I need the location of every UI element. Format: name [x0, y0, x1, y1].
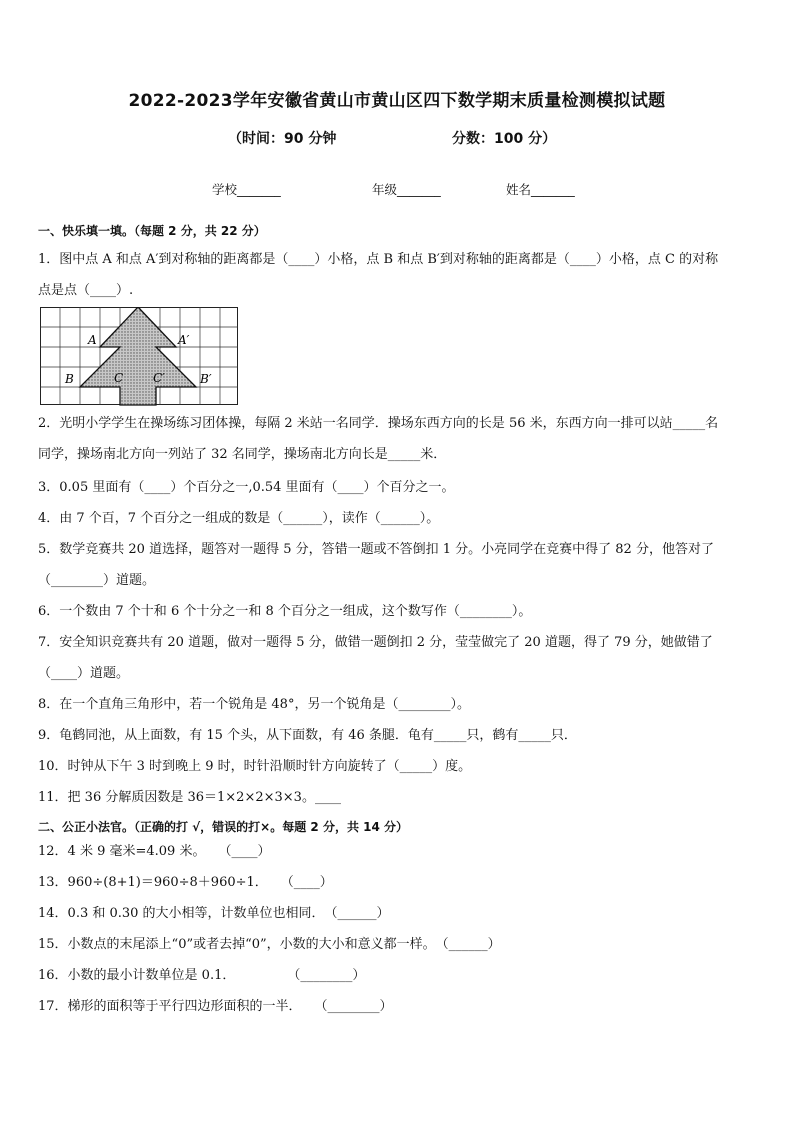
question-7-line-1: 7．安全知识竞赛共有 20 道题，做对一题得 5 分，做错一题倒扣 2 分，莹莹做完了 20 道题，得了 79 分，她做错了: [38, 635, 713, 650]
question-11: 11．把 36 分解质因数是 36＝1×2×2×3×3。____: [38, 790, 341, 805]
question-14: 14．0.3 和 0.30 的大小相等，计数单位也相同． （______）: [38, 906, 390, 921]
question-10: 10．时钟从下午 3 时到晚上 9 时，时针沿顺时针方向旋转了（_____）度。: [38, 759, 472, 774]
question-15: 15．小数点的末尾添上“0”或者去掉“0”，小数的大小和意义都一样。 （______）: [38, 937, 501, 952]
question-13: 13．960÷(8+1)＝960÷8＋960÷1． （____）: [38, 875, 333, 890]
question-8: 8．在一个直角三角形中，若一个锐角是 48°，另一个锐角是（________）。: [38, 697, 470, 712]
question-1-line-2: 点是点（____）.: [38, 283, 134, 298]
section-2-heading: 二、公正小法官。（正确的打 √，错误的打×。每题 2 分，共 14 分）: [38, 820, 408, 834]
question-6: 6．一个数由 7 个十和 6 个十分之一和 8 个百分之一组成，这个数写作（________）。: [38, 604, 532, 619]
label-A-prime: A′: [178, 333, 190, 347]
question-4: 4．由 7 个百，7 个百分之一组成的数是（______），读作（______）。: [38, 511, 440, 526]
question-2-line-1: 2．光明小学学生在操场练习团体操，每隔 2 米站一名同学．操场东西方向的长是 56 米，东西方向一排可以站_____名: [38, 416, 719, 431]
label-B: B: [65, 372, 74, 386]
tree-symmetry-diagram: [40, 307, 240, 407]
question-5-line-1: 5．数学竞赛共 20 道选择，题答对一题得 5 分，答错一题或不答倒扣 1 分。小亮同学在竞赛中得了 82 分，他答对了: [38, 542, 714, 557]
label-C: C: [114, 371, 124, 385]
question-17: 17．梯形的面积等于平行四边形面积的一半． （________）: [38, 999, 393, 1014]
question-9: 9．龟鹤同池，从上面数，有 15 个头，从下面数，有 46 条腿．龟有_____只，鹤有_____只．: [38, 728, 577, 743]
label-A: A: [88, 333, 97, 347]
name-field: 姓名_______: [506, 182, 575, 197]
question-12: 12．4 米 9 毫米=4.09 米。 （____）: [38, 844, 271, 859]
exam-time: （时间：90 分钟: [228, 131, 337, 147]
grade-field: 年级_______: [372, 182, 441, 197]
question-1-line-1: 1．图中点 A 和点 A′到对称轴的距离都是（____）小格，点 B 和点 B′到对称轴的距离都是（____）小格，点 C 的对称: [38, 252, 719, 267]
exam-score: 分数：100 分）: [452, 131, 557, 147]
page-title: 2022-2023学年安徽省黄山市黄山区四下数学期末质量检测模拟试题: [128, 91, 666, 111]
symmetry-grid-figure: [40, 307, 240, 411]
question-3: 3．0.05 里面有（____）个百分之一,0.54 里面有（____）个百分之一。: [38, 480, 455, 495]
section-1-heading: 一、快乐填一填。（每题 2 分，共 22 分）: [38, 224, 266, 238]
question-16: 16．小数的最小计数单位是 0.1． （________）: [38, 968, 366, 983]
school-field: 学校_______: [212, 182, 281, 197]
question-7-line-2: （____）道题。: [38, 666, 130, 681]
label-B-prime: B′: [200, 372, 212, 386]
question-2-line-2: 同学，操场南北方向一列站了 32 名同学，操场南北方向长是_____米．: [38, 447, 447, 462]
label-C-prime: C′: [153, 371, 165, 385]
question-5-line-2: （________）道题。: [38, 573, 156, 588]
